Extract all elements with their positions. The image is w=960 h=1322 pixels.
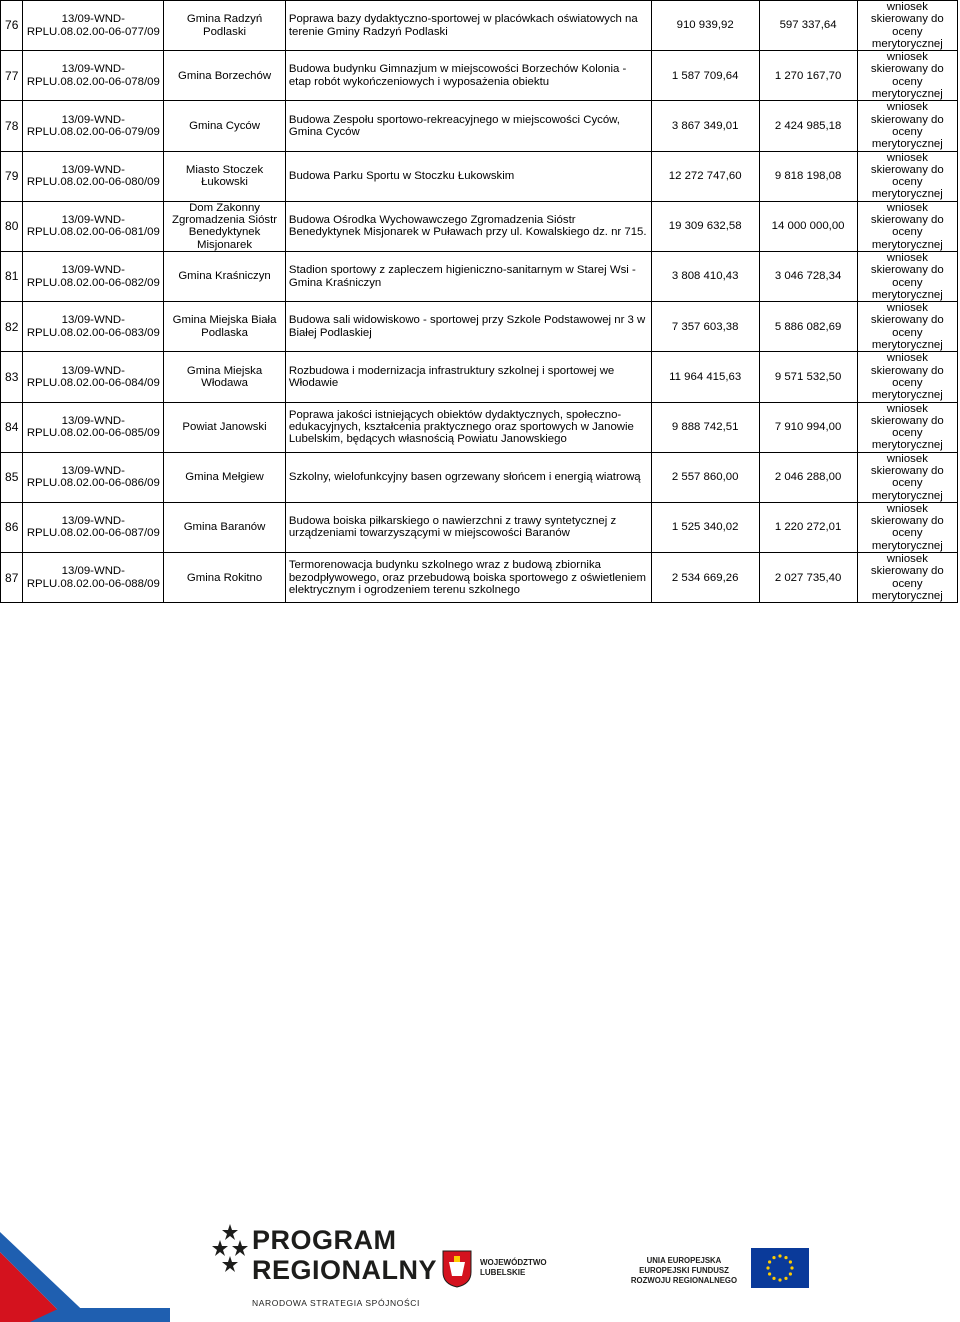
project-title: Budowa sali widowiskowo - sportowej przy Szkole Podstawowej nr 3 w Białej Podlaskiej [285, 302, 651, 352]
beneficiary: Miasto Stoczek Łukowski [164, 151, 286, 201]
beneficiary: Gmina Borzechów [164, 51, 286, 101]
project-title: Stadion sportowy z zapleczem higieniczno-sanitarnym w Starej Wsi - Gmina Kraśniczyn [285, 251, 651, 301]
eu-star [778, 1254, 781, 1257]
program-line3: NARODOWA STRATEGIA SPÓJNOŚCI [252, 1298, 420, 1308]
eu-text [620, 1256, 748, 1286]
application-id: 13/09-WND-RPLU.08.02.00-06-086/09 [23, 452, 164, 502]
eu-star [789, 1260, 792, 1263]
row-number: 84 [1, 402, 23, 452]
eu-star [772, 1256, 775, 1259]
eu-line3: ROZWOJU REGIONALNEGO [630, 1276, 738, 1285]
project-title: Rozbudowa i modernizacja infrastruktury szkolnej i sportowej we Włodawie [285, 352, 651, 402]
table-row [1, 101, 958, 151]
table-row [1, 51, 958, 101]
status: wniosek skierowany do oceny merytorycznej [857, 302, 957, 352]
beneficiary: Gmina Miejska Włodawa [164, 352, 286, 402]
project-title: Poprawa jakości istniejących obiektów dydaktycznych, społeczno-edukacyjnych, kształcenia praktycznego oraz sportowych w Janowie Lubelskim, będących własnością Powiatu Janowskiego [285, 402, 651, 452]
status: wniosek skierowany do oceny merytorycznej [857, 452, 957, 502]
application-id: 13/09-WND-RPLU.08.02.00-06-080/09 [23, 151, 164, 201]
lubelskie-text [480, 1258, 547, 1278]
beneficiary: Powiat Janowski [164, 402, 286, 452]
funding-amount: 9 571 532,50 [759, 352, 857, 402]
lubelskie-line2: LUBELSKIE [480, 1268, 526, 1277]
application-id: 13/09-WND-RPLU.08.02.00-06-084/09 [23, 352, 164, 402]
status: wniosek skierowany do oceny merytorycznej [857, 251, 957, 301]
row-number: 81 [1, 251, 23, 301]
eu-star [766, 1266, 769, 1269]
application-id: 13/09-WND-RPLU.08.02.00-06-078/09 [23, 51, 164, 101]
table-row [1, 502, 958, 552]
application-id: 13/09-WND-RPLU.08.02.00-06-082/09 [23, 251, 164, 301]
table-row [1, 452, 958, 502]
row-number: 77 [1, 51, 23, 101]
funding-amount: 3 046 728,34 [759, 251, 857, 301]
project-title: Szkolny, wielofunkcyjny basen ogrzewany słońcem i energią wiatrową [285, 452, 651, 502]
eu-flag-icon [751, 1248, 809, 1288]
program-regionalny-logo [212, 1222, 438, 1318]
row-number: 85 [1, 452, 23, 502]
eu-line2: EUROPEJSKI FUNDUSZ [639, 1266, 729, 1275]
application-id: 13/09-WND-RPLU.08.02.00-06-088/09 [23, 553, 164, 603]
funding-amount: 1 270 167,70 [759, 51, 857, 101]
eu-star [778, 1278, 781, 1281]
status: wniosek skierowany do oceny merytorycznej [857, 553, 957, 603]
table-row [1, 251, 958, 301]
status: wniosek skierowany do oceny merytorycznej [857, 352, 957, 402]
status: wniosek skierowany do oceny merytorycznej [857, 1, 957, 51]
table-row [1, 402, 958, 452]
total-cost: 910 939,92 [651, 1, 759, 51]
stars-icon [212, 1222, 248, 1282]
beneficiary: Gmina Radzyń Podlaski [164, 1, 286, 51]
status: wniosek skierowany do oceny merytorycznej [857, 502, 957, 552]
project-title: Termorenowacja budynku szkolnego wraz z budową zbiornika bezodpływowego, oraz przebudową boiska sportowego z oświetleniem elektrycznym i ogrodzeniem terenu szkolnego [285, 553, 651, 603]
eu-star [768, 1260, 771, 1263]
eu-star [789, 1272, 792, 1275]
beneficiary: Gmina Miejska Biała Podlaska [164, 302, 286, 352]
beneficiary: Gmina Cyców [164, 101, 286, 151]
projects-table [0, 0, 958, 603]
eu-star [768, 1272, 771, 1275]
table-row [1, 553, 958, 603]
status: wniosek skierowany do oceny merytorycznej [857, 101, 957, 151]
table-row [1, 352, 958, 402]
table-row [1, 201, 958, 251]
total-cost: 19 309 632,58 [651, 201, 759, 251]
eu-logo [620, 1256, 860, 1296]
table-row [1, 151, 958, 201]
beneficiary: Gmina Kraśniczyn [164, 251, 286, 301]
funding-amount: 2 046 288,00 [759, 452, 857, 502]
total-cost: 9 888 742,51 [651, 402, 759, 452]
wojewodztwo-lubelskie-logo [442, 1250, 582, 1290]
program-line2: REGIONALNY [252, 1255, 438, 1285]
eu-star [772, 1277, 775, 1280]
funding-amount: 597 337,64 [759, 1, 857, 51]
application-id: 13/09-WND-RPLU.08.02.00-06-085/09 [23, 402, 164, 452]
project-title: Budowa boiska piłkarskiego o nawierzchni z trawy syntetycznej z urządzeniami towarzyszącymi w miejscowości Baranów [285, 502, 651, 552]
project-title: Budowa budynku Gimnazjum w miejscowości Borzechów Kolonia - etap robót wykończeniowych i wyposażenia obiektu [285, 51, 651, 101]
funding-amount: 9 818 198,08 [759, 151, 857, 201]
application-id: 13/09-WND-RPLU.08.02.00-06-081/09 [23, 201, 164, 251]
lubelskie-line1: WOJEWÓDZTWO [480, 1258, 547, 1267]
row-number: 80 [1, 201, 23, 251]
eu-star [790, 1266, 793, 1269]
beneficiary: Dom Zakonny Zgromadzenia Sióstr Benedyktynek Misjonarek [164, 201, 286, 251]
application-id: 13/09-WND-RPLU.08.02.00-06-079/09 [23, 101, 164, 151]
beneficiary: Gmina Mełgiew [164, 452, 286, 502]
eu-line1: UNIA EUROPEJSKA [646, 1256, 722, 1265]
project-title: Budowa Zespołu sportowo-rekreacyjnego w miejscowości Cyców, Gmina Cyców [285, 101, 651, 151]
row-number: 78 [1, 101, 23, 151]
crest-icon [442, 1250, 472, 1288]
total-cost: 12 272 747,60 [651, 151, 759, 201]
status: wniosek skierowany do oceny merytorycznej [857, 151, 957, 201]
program-line1: PROGRAM [252, 1225, 397, 1255]
corner-decoration [0, 1212, 170, 1322]
project-title: Budowa Parku Sportu w Stoczku Łukowskim [285, 151, 651, 201]
row-number: 79 [1, 151, 23, 201]
row-number: 82 [1, 302, 23, 352]
status: wniosek skierowany do oceny merytorycznej [857, 51, 957, 101]
status: wniosek skierowany do oceny merytorycznej [857, 402, 957, 452]
funding-amount: 5 886 082,69 [759, 302, 857, 352]
row-number: 87 [1, 553, 23, 603]
total-cost: 3 867 349,01 [651, 101, 759, 151]
eu-star [784, 1277, 787, 1280]
total-cost: 7 357 603,38 [651, 302, 759, 352]
funding-amount: 2 027 735,40 [759, 553, 857, 603]
row-number: 86 [1, 502, 23, 552]
funding-amount: 7 910 994,00 [759, 402, 857, 452]
total-cost: 1 587 709,64 [651, 51, 759, 101]
application-id: 13/09-WND-RPLU.08.02.00-06-077/09 [23, 1, 164, 51]
row-number: 76 [1, 1, 23, 51]
eu-star [784, 1256, 787, 1259]
total-cost: 2 557 860,00 [651, 452, 759, 502]
funding-amount: 1 220 272,01 [759, 502, 857, 552]
table-row [1, 1, 958, 51]
total-cost: 3 808 410,43 [651, 251, 759, 301]
total-cost: 2 534 669,26 [651, 553, 759, 603]
status: wniosek skierowany do oceny merytorycznej [857, 201, 957, 251]
application-id: 13/09-WND-RPLU.08.02.00-06-083/09 [23, 302, 164, 352]
application-id: 13/09-WND-RPLU.08.02.00-06-087/09 [23, 502, 164, 552]
table-row [1, 302, 958, 352]
total-cost: 11 964 415,63 [651, 352, 759, 402]
project-title: Budowa Ośrodka Wychowawczego Zgromadzenia Sióstr Benedyktynek Misjonarek w Puławach przy ul. Kowalskiego dz. nr 715. [285, 201, 651, 251]
row-number: 83 [1, 352, 23, 402]
beneficiary: Gmina Rokitno [164, 553, 286, 603]
funding-amount: 14 000 000,00 [759, 201, 857, 251]
project-title: Poprawa bazy dydaktyczno-sportowej w placówkach oświatowych na terenie Gminy Radzyń Podlaski [285, 1, 651, 51]
funding-amount: 2 424 985,18 [759, 101, 857, 151]
beneficiary: Gmina Baranów [164, 502, 286, 552]
total-cost: 1 525 340,02 [651, 502, 759, 552]
footer-logos [0, 600, 960, 1308]
